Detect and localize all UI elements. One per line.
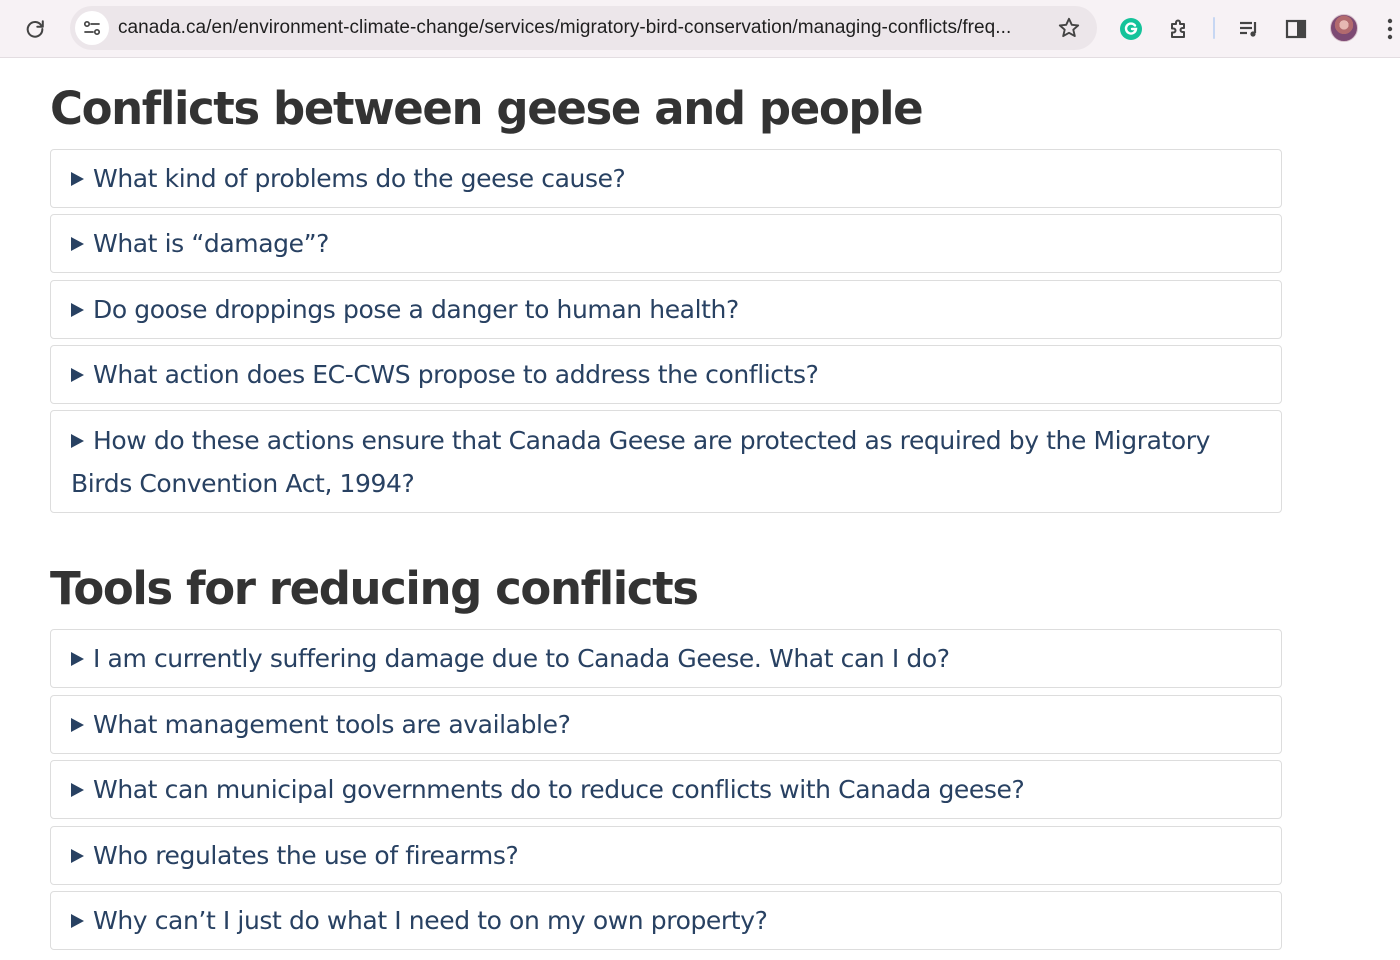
faq-question[interactable]: How do these actions ensure that Canada Geese are protected as required by the Migratory Birds Convention Act, 1994?: [71, 426, 1211, 498]
caret-right-icon: [71, 652, 84, 666]
section-title-tools: Tools for reducing conflicts: [50, 562, 698, 615]
faq-item-action[interactable]: [50, 345, 1282, 404]
address-bar[interactable]: [70, 6, 1097, 50]
faq-item-own-property[interactable]: [50, 891, 1282, 950]
caret-right-icon: [71, 434, 84, 448]
faq-question[interactable]: I am currently suffering damage due to Canada Geese. What can I do?: [93, 644, 950, 673]
faq-question[interactable]: What can municipal governments do to reduce conflicts with Canada geese?: [93, 775, 1025, 804]
section-title-conflicts: Conflicts between geese and people: [50, 82, 923, 135]
faq-question[interactable]: What is “damage”?: [93, 229, 330, 258]
caret-right-icon: [71, 237, 84, 251]
faq-item-health[interactable]: [50, 280, 1282, 339]
toolbar-separator: [1213, 17, 1215, 39]
extensions-icon[interactable]: [1161, 11, 1197, 47]
menu-icon[interactable]: [1372, 11, 1400, 47]
faq-item-problems[interactable]: [50, 149, 1282, 208]
caret-right-icon: [71, 303, 84, 317]
faq-question[interactable]: What kind of problems do the geese cause?: [93, 164, 626, 193]
faq-item-management-tools[interactable]: [50, 695, 1282, 754]
faq-item-municipal[interactable]: [50, 760, 1282, 819]
faq-item-damage[interactable]: [50, 214, 1282, 273]
reload-icon[interactable]: [17, 11, 53, 47]
bookmark-star-icon[interactable]: [1051, 10, 1087, 46]
side-panel-icon[interactable]: [1278, 11, 1314, 47]
caret-right-icon: [71, 172, 84, 186]
faq-question[interactable]: What action does EC-CWS propose to address the conflicts?: [93, 360, 819, 389]
site-info-icon[interactable]: [75, 11, 109, 45]
caret-right-icon: [71, 849, 84, 863]
caret-right-icon: [71, 783, 84, 797]
faq-question[interactable]: Do goose droppings pose a danger to human health?: [93, 295, 739, 324]
grammarly-icon[interactable]: [1113, 11, 1149, 47]
caret-right-icon: [71, 914, 84, 928]
profile-avatar[interactable]: [1330, 14, 1358, 42]
faq-question[interactable]: What management tools are available?: [93, 710, 571, 739]
faq-question[interactable]: Why can’t I just do what I need to on my own property?: [93, 906, 768, 935]
faq-item-firearms[interactable]: [50, 826, 1282, 885]
caret-right-icon: [71, 718, 84, 732]
faq-item-protection[interactable]: [50, 410, 1282, 513]
browser-toolbar: [0, 0, 1400, 58]
media-controls-icon[interactable]: [1231, 11, 1267, 47]
caret-right-icon: [71, 368, 84, 382]
faq-question[interactable]: Who regulates the use of firearms?: [93, 841, 519, 870]
faq-item-suffering-damage[interactable]: [50, 629, 1282, 688]
url-text[interactable]: canada.ca/en/environment-climate-change/services/migratory-bird-conservation/managing-conflicts/freq...: [118, 17, 1012, 38]
